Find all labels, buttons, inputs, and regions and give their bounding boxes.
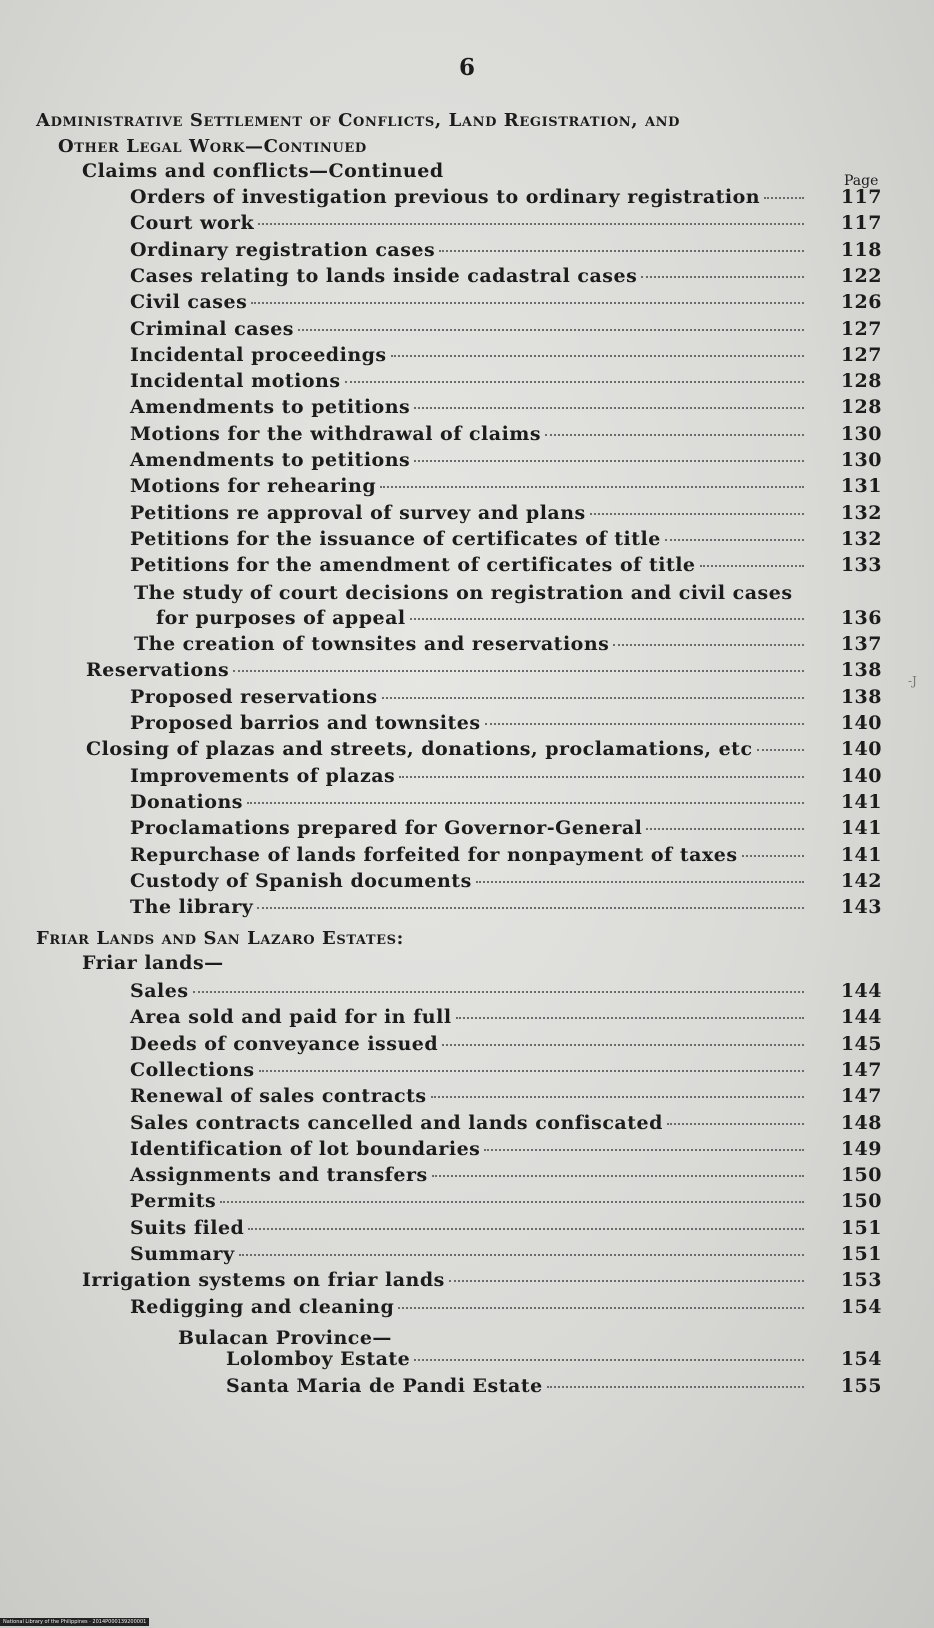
- toc-entry: [130, 686, 808, 713]
- toc-entry-label: Sales: [130, 980, 189, 1002]
- toc-entry-label: Petitions for the issuance of certificates of title: [130, 527, 661, 550]
- toc-entry-label: Permits: [130, 1190, 217, 1213]
- toc-entry-label: Redigging and cleaning: [130, 1295, 395, 1318]
- dot-leader: [414, 459, 804, 462]
- toc-entry-page-number: 131: [840, 475, 882, 498]
- dot-leader: [259, 1069, 804, 1072]
- toc-entry-label: Court work: [130, 212, 255, 235]
- toc-entry: [134, 633, 808, 660]
- toc-entry: [130, 186, 808, 213]
- toc-entry-label: Identification of lot boundaries: [130, 1137, 481, 1160]
- toc-entry-label: for purposes of appeal: [156, 606, 406, 629]
- toc-entry-label: Amendments to petitions: [130, 396, 411, 419]
- toc-entry-page-number: 138: [840, 659, 882, 682]
- toc-entry: [130, 1243, 808, 1270]
- toc-entry-page-number: 118: [840, 238, 882, 261]
- toc-entry: [130, 318, 808, 345]
- toc-entry-page-number: 151: [840, 1216, 882, 1239]
- page-edge-marks: -J: [908, 674, 917, 688]
- toc-entry-page-number: 150: [840, 1190, 882, 1213]
- toc-entry-label: Motions for rehearing: [130, 475, 377, 498]
- toc-entry: [226, 1375, 808, 1402]
- dot-leader: [484, 1148, 804, 1151]
- dot-leader: [382, 696, 804, 699]
- toc-entry: [130, 1085, 808, 1112]
- dot-leader: [251, 301, 804, 304]
- toc-entry-page-number: 148: [840, 1111, 882, 1134]
- toc-entry: [130, 1006, 808, 1033]
- toc-entry-label: The creation of townsites and reservations: [134, 633, 610, 656]
- toc-entry-label: Collections: [130, 1058, 255, 1081]
- dot-leader: [233, 669, 804, 672]
- toc-entry-page-number: 136: [840, 606, 882, 629]
- toc-entry-page-number: 133: [840, 554, 882, 577]
- toc-entry-label: Ordinary registration cases: [130, 238, 436, 261]
- dot-leader: [764, 196, 804, 199]
- toc-entry-page-number: 143: [840, 896, 882, 919]
- toc-entry-page-number: 150: [840, 1164, 882, 1187]
- toc-entry: [130, 1217, 808, 1244]
- dot-leader: [590, 512, 804, 515]
- toc-entry-label: Proclamations prepared for Governor-General: [130, 817, 643, 840]
- toc-entry-page-number: 117: [840, 212, 882, 235]
- toc-entry-page-number: 132: [840, 501, 882, 524]
- toc-entry: [130, 475, 808, 502]
- toc-entry-label: Incidental motions: [130, 370, 341, 393]
- toc-entry-page-number: 130: [840, 422, 882, 445]
- toc-entry-page-number: 122: [840, 264, 882, 287]
- toc-entry-label: Lolomboy Estate: [226, 1348, 411, 1371]
- dot-leader: [257, 906, 804, 909]
- toc-entry-label: Petitions for the amendment of certificates of title: [130, 554, 696, 577]
- dot-leader: [391, 354, 804, 357]
- toc-entry-label: Orders of investigation previous to ordinary registration: [130, 186, 761, 208]
- toc-entry: [130, 712, 808, 739]
- toc-entry: [130, 239, 808, 266]
- toc-entry-label: Assignments and transfers: [130, 1164, 428, 1187]
- toc-entry-label: Reservations: [86, 659, 230, 682]
- toc-entry-study-line1: The study of court decisions on registration and civil cases: [134, 582, 793, 604]
- page-number: 6: [458, 54, 475, 81]
- dot-leader: [414, 1358, 804, 1361]
- dot-leader: [193, 990, 804, 993]
- toc-entry: [86, 738, 808, 765]
- toc-entry-label: Santa Maria de Pandi Estate: [226, 1374, 543, 1397]
- subheading-claims: Claims and conflicts—Continued: [82, 160, 444, 182]
- toc-entry-label: Irrigation systems on friar lands: [82, 1269, 445, 1292]
- toc-entry-label: Improvements of plazas: [130, 764, 396, 787]
- toc-entry-page-number: 130: [840, 449, 882, 471]
- toc-entry-label: Area sold and paid for in full: [130, 1006, 452, 1029]
- dot-leader: [398, 1306, 804, 1309]
- dot-leader: [646, 827, 804, 830]
- dot-leader: [247, 801, 804, 804]
- toc-entry-page-number: 138: [840, 685, 882, 708]
- toc-entry-page-number: 155: [840, 1374, 882, 1397]
- dot-leader: [239, 1253, 804, 1256]
- toc-entry-label: Summary: [130, 1243, 235, 1265]
- dot-leader: [545, 433, 804, 436]
- toc-entry-page-number: 149: [840, 1137, 882, 1160]
- toc-entry: [130, 1059, 808, 1086]
- toc-entry-page-number: 145: [840, 1032, 882, 1055]
- toc-entry: [82, 1269, 808, 1296]
- toc-entry-page-number: 142: [840, 869, 882, 892]
- dot-leader: [431, 1095, 804, 1098]
- toc-entry: [130, 396, 808, 423]
- toc-entry-label: Petitions re approval of survey and plans: [130, 501, 586, 524]
- toc-entry: [130, 765, 808, 792]
- toc-entry-label: Proposed barrios and townsites: [130, 712, 481, 734]
- toc-entry: [130, 1112, 808, 1139]
- toc-entry-label: Custody of Spanish documents: [130, 869, 472, 892]
- dot-leader: [220, 1200, 804, 1203]
- dot-leader: [665, 538, 804, 541]
- dot-leader: [613, 643, 804, 646]
- dot-leader: [414, 406, 804, 409]
- dot-leader: [380, 485, 804, 488]
- subheading-bulacan: Bulacan Province—: [178, 1327, 392, 1349]
- page-column-label: Page: [844, 173, 879, 189]
- toc-entry-page-number: 141: [840, 843, 882, 866]
- toc-entry: [130, 370, 808, 397]
- toc-entry-label: Cases relating to lands inside cadastral cases: [130, 264, 638, 287]
- toc-entry: [130, 212, 808, 239]
- toc-entry: [130, 1190, 808, 1217]
- toc-entry: [130, 844, 808, 871]
- dot-leader: [547, 1385, 804, 1388]
- toc-entry-page-number: 137: [840, 633, 882, 656]
- toc-entry: [130, 1138, 808, 1165]
- toc-entry-page-number: 153: [840, 1269, 882, 1292]
- toc-entry-label: Incidental proceedings: [130, 343, 387, 366]
- toc-entry: [130, 291, 808, 318]
- toc-entry: [130, 1033, 808, 1060]
- dot-leader: [485, 722, 804, 725]
- toc-entry-page-number: 128: [840, 370, 882, 393]
- toc-entry-label: Motions for the withdrawal of claims: [130, 422, 542, 445]
- toc-entry-page-number: 154: [840, 1295, 882, 1318]
- dot-leader: [439, 249, 804, 252]
- toc-entry-page-number: 117: [840, 186, 882, 208]
- toc-entry: [156, 607, 808, 634]
- toc-entry-label: Proposed reservations: [130, 685, 378, 708]
- toc-entry: [226, 1348, 808, 1375]
- toc-entry-label: Amendments to petitions: [130, 449, 411, 471]
- toc-entry-page-number: 144: [840, 980, 882, 1002]
- toc-entry: [130, 265, 808, 292]
- dot-leader: [442, 1043, 804, 1046]
- dot-leader: [667, 1122, 804, 1125]
- toc-entry-label: Repurchase of lands forfeited for nonpayment of taxes: [130, 843, 738, 866]
- section-heading-line2: Other Legal Work—Continued: [58, 136, 367, 157]
- dot-leader: [700, 564, 804, 567]
- toc-entry: [130, 870, 808, 897]
- toc-entry-label: Donations: [130, 790, 243, 813]
- subheading-friar-lands: Friar lands—: [82, 952, 224, 974]
- toc-entry-page-number: 127: [840, 343, 882, 366]
- toc-entry-page-number: 140: [840, 764, 882, 787]
- toc-entry: [130, 502, 808, 529]
- toc-entry: [86, 659, 808, 686]
- toc-entry: [130, 791, 808, 818]
- dot-leader: [399, 775, 804, 778]
- toc-entry-label: Civil cases: [130, 291, 248, 314]
- toc-entry-page-number: 132: [840, 527, 882, 550]
- section-heading-friar: Friar Lands and San Lazaro Estates:: [36, 928, 404, 949]
- toc-entry-page-number: 126: [840, 291, 882, 314]
- toc-entry: [130, 817, 808, 844]
- toc-entry-page-number: 128: [840, 396, 882, 419]
- dot-leader: [476, 880, 804, 883]
- toc-entry-label: Criminal cases: [130, 317, 294, 340]
- toc-entry-label: Renewal of sales contracts: [130, 1085, 427, 1108]
- toc-entry-page-number: 141: [840, 790, 882, 813]
- scan-footer: National Library of the Philippines · 2014P000139200001: [0, 1618, 149, 1626]
- dot-leader: [410, 617, 804, 620]
- toc-entry-page-number: 140: [840, 738, 882, 761]
- toc-entry: [130, 896, 808, 923]
- toc-entry: [130, 980, 808, 1007]
- toc-entry-label: The library: [130, 896, 254, 919]
- toc-entry-label: Deeds of conveyance issued: [130, 1032, 439, 1055]
- toc-entry-label: Sales contracts cancelled and lands confiscated: [130, 1111, 663, 1134]
- toc-entry-label: Suits filed: [130, 1216, 245, 1239]
- dot-leader: [742, 854, 804, 857]
- dot-leader: [449, 1279, 804, 1282]
- dot-leader: [345, 380, 804, 383]
- toc-entry-page-number: 154: [840, 1348, 882, 1371]
- toc-entry-label: Closing of plazas and streets, donations, proclamations, etc: [86, 738, 753, 761]
- toc-entry: [130, 1164, 808, 1191]
- toc-entry: [130, 1296, 808, 1323]
- dot-leader: [641, 275, 804, 278]
- toc-entry-page-number: 144: [840, 1006, 882, 1029]
- dot-leader: [456, 1016, 804, 1019]
- toc-entry-page-number: 147: [840, 1058, 882, 1081]
- dot-leader: [432, 1174, 804, 1177]
- toc-entry-page-number: 147: [840, 1085, 882, 1108]
- toc-entry: [130, 449, 808, 476]
- dot-leader: [757, 748, 804, 751]
- toc-entry-page-number: 151: [840, 1243, 882, 1265]
- dot-leader: [258, 222, 804, 225]
- toc-entry: [130, 423, 808, 450]
- toc-entry: [130, 554, 808, 581]
- dot-leader: [248, 1227, 804, 1230]
- toc-entry: [130, 528, 808, 555]
- dot-leader: [298, 328, 804, 331]
- section-heading-line1: Administrative Settlement of Conflicts, Land Registration, and: [36, 110, 681, 131]
- toc-entry-page-number: 127: [840, 317, 882, 340]
- toc-entry-page-number: 140: [840, 712, 882, 734]
- toc-entry: [130, 344, 808, 371]
- toc-entry-page-number: 141: [840, 817, 882, 840]
